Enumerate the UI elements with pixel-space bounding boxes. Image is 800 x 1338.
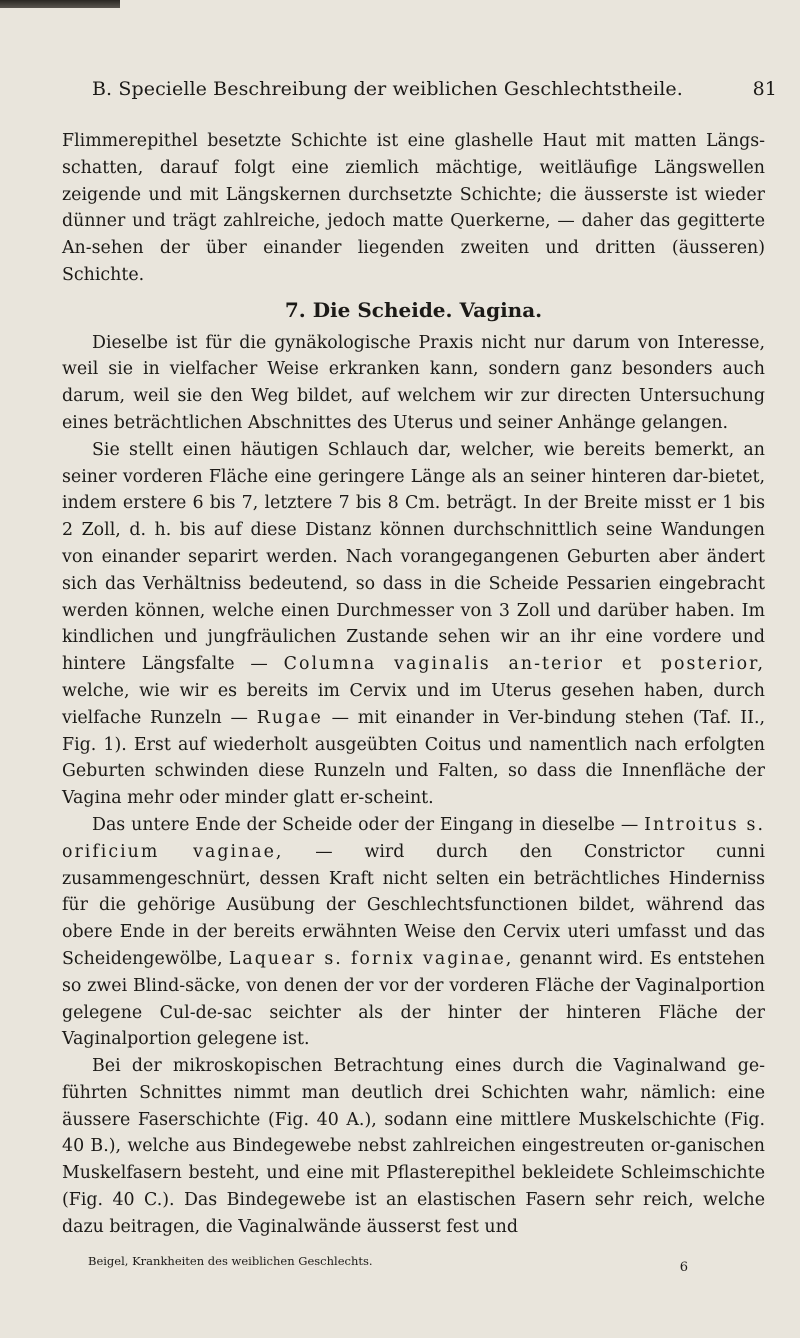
term-introitus: Introitus s. orificium vaginae, xyxy=(62,814,766,862)
paragraph-4-part-c: genannt wird. Es entstehen so zwei Blind-säcke, von denen der vor der vorderen Fläche der Vaginalportion gelegene Cul-de-sac seichter als der hinter der hinteren Fläche der Vaginalportion gelegene ist. xyxy=(62,948,766,1050)
paragraph-5: Bei der mikroskopischen Betrachtung eines durch die Vaginalwand ge-führten Schnittes nimmt man deutlich drei Schichten wahr, nämlich: eine äussere Faserschichte (Fig. 40 A.), sodann eine mittlere Muskelschichte (Fig. 40 B.), welche aus Bindegewebe nebst zahlreichen eingestreuten or-ganischen Muskelfasern besteht, und eine mit Pflasterepithel bekleidete Schleimschichte (Fig. 40 C.). Das Bindegewebe ist an elastischen Fasern sehr reich, welche dazu beitragen, die Vaginalwände äusserst fest und xyxy=(62,1056,765,1237)
footer-note: Beigel, Krankheiten des weiblichen Geschlechts. xyxy=(88,1254,373,1268)
term-rugae: Rugae xyxy=(256,707,323,728)
paragraph-3 xyxy=(62,437,765,812)
paragraph-4 xyxy=(62,812,765,1053)
page-number: 81 xyxy=(752,78,777,100)
paragraph-4-part-b: — wird durch den Constrictor cunni zusammengeschnürt, dessen Kraft nicht selten ein beträchtliches Hinderniss für die gehörige Ausübung der Geschlechtsfunctionen bildet, während das obere Ende in der bereits erwähnten Weise den Cervix uteri umfasst und das Scheidengewölbe, xyxy=(62,841,766,969)
paragraph-3-part-b: welche, wie wir es bereits im Cervix und im Uterus gesehen haben, durch vielfache Runzeln — xyxy=(62,680,765,728)
paragraph-3-part-c: — mit einander in Ver-bindung stehen (Taf. II., Fig. 1). Erst auf wiederholt ausgeübten Coitus und namentlich nach erfolgten Geburten schwinden diese Runzeln und Falten, so dass die Innenfläche der Vagina mehr oder minder glatt er-scheint. xyxy=(62,707,766,809)
page-footer xyxy=(88,1254,688,1275)
term-laquear: Laquear s. fornix vaginae, xyxy=(228,948,514,969)
running-head-title: B. Specielle Beschreibung der weiblichen Geschlechtstheile. xyxy=(92,78,683,100)
paragraph-1: Flimmerepithel besetzte Schichte ist eine glashelle Haut mit matten Längs-schatten, darauf folgt eine ziemlich mächtige, weitläufige Längswellen zeigende und mit Längskernen durchsetzte Schichte; die äusserste ist wieder dünner und trägt zahlreiche, jedoch matte Querkerne, — daher das gegitterte An-sehen der über einander liegenden zweiten und dritten (äusseren) Schichte. xyxy=(62,131,765,285)
section-heading: 7. Die Scheide. Vagina. xyxy=(284,297,543,322)
paragraph-3-part-a: Sie stellt einen häutigen Schlauch dar, welcher, wie bereits bemerkt, an seiner vorderen Fläche eine geringere Länge als an seiner hinteren dar-bietet, indem erstere 6 bis 7, letztere 7 bis 8 Cm. beträgt. In der Breite misst er 1 bis 2 Zoll, d. h. bis auf diese Distanz können durchschnittlich seine Wandungen von einander separirt werden. Nach vorangegangenen Geburten aber ändert sich das Verhältniss bedeutend, so dass in die Scheide Pessarien eingebracht werden können, welche einen Durchmesser von 3 Zoll und darüber haben. Im kindlichen und jungfräulichen Zustande sehen wir an ihr eine vordere und hintere Längsfalte — xyxy=(62,439,765,675)
paragraph-2: Dieselbe ist für die gynäkologische Praxis nicht nur darum von Interesse, weil sie in vielfacher Weise erkranken kann, sondern ganz besonders auch darum, weil sie den Weg bildet, auf welchem wir zur directen Untersuchung eines beträchtlichen Abschnittes des Uterus und seiner Anhänge gelangen. xyxy=(62,332,765,433)
signature-mark: 6 xyxy=(679,1260,688,1275)
paragraph-4-part-a: Das untere Ende der Scheide oder der Eingang in dieselbe — xyxy=(92,814,639,835)
body-text xyxy=(62,128,765,1241)
term-columna-vaginalis: Columna vaginalis an-terior et posterior, xyxy=(283,654,765,675)
